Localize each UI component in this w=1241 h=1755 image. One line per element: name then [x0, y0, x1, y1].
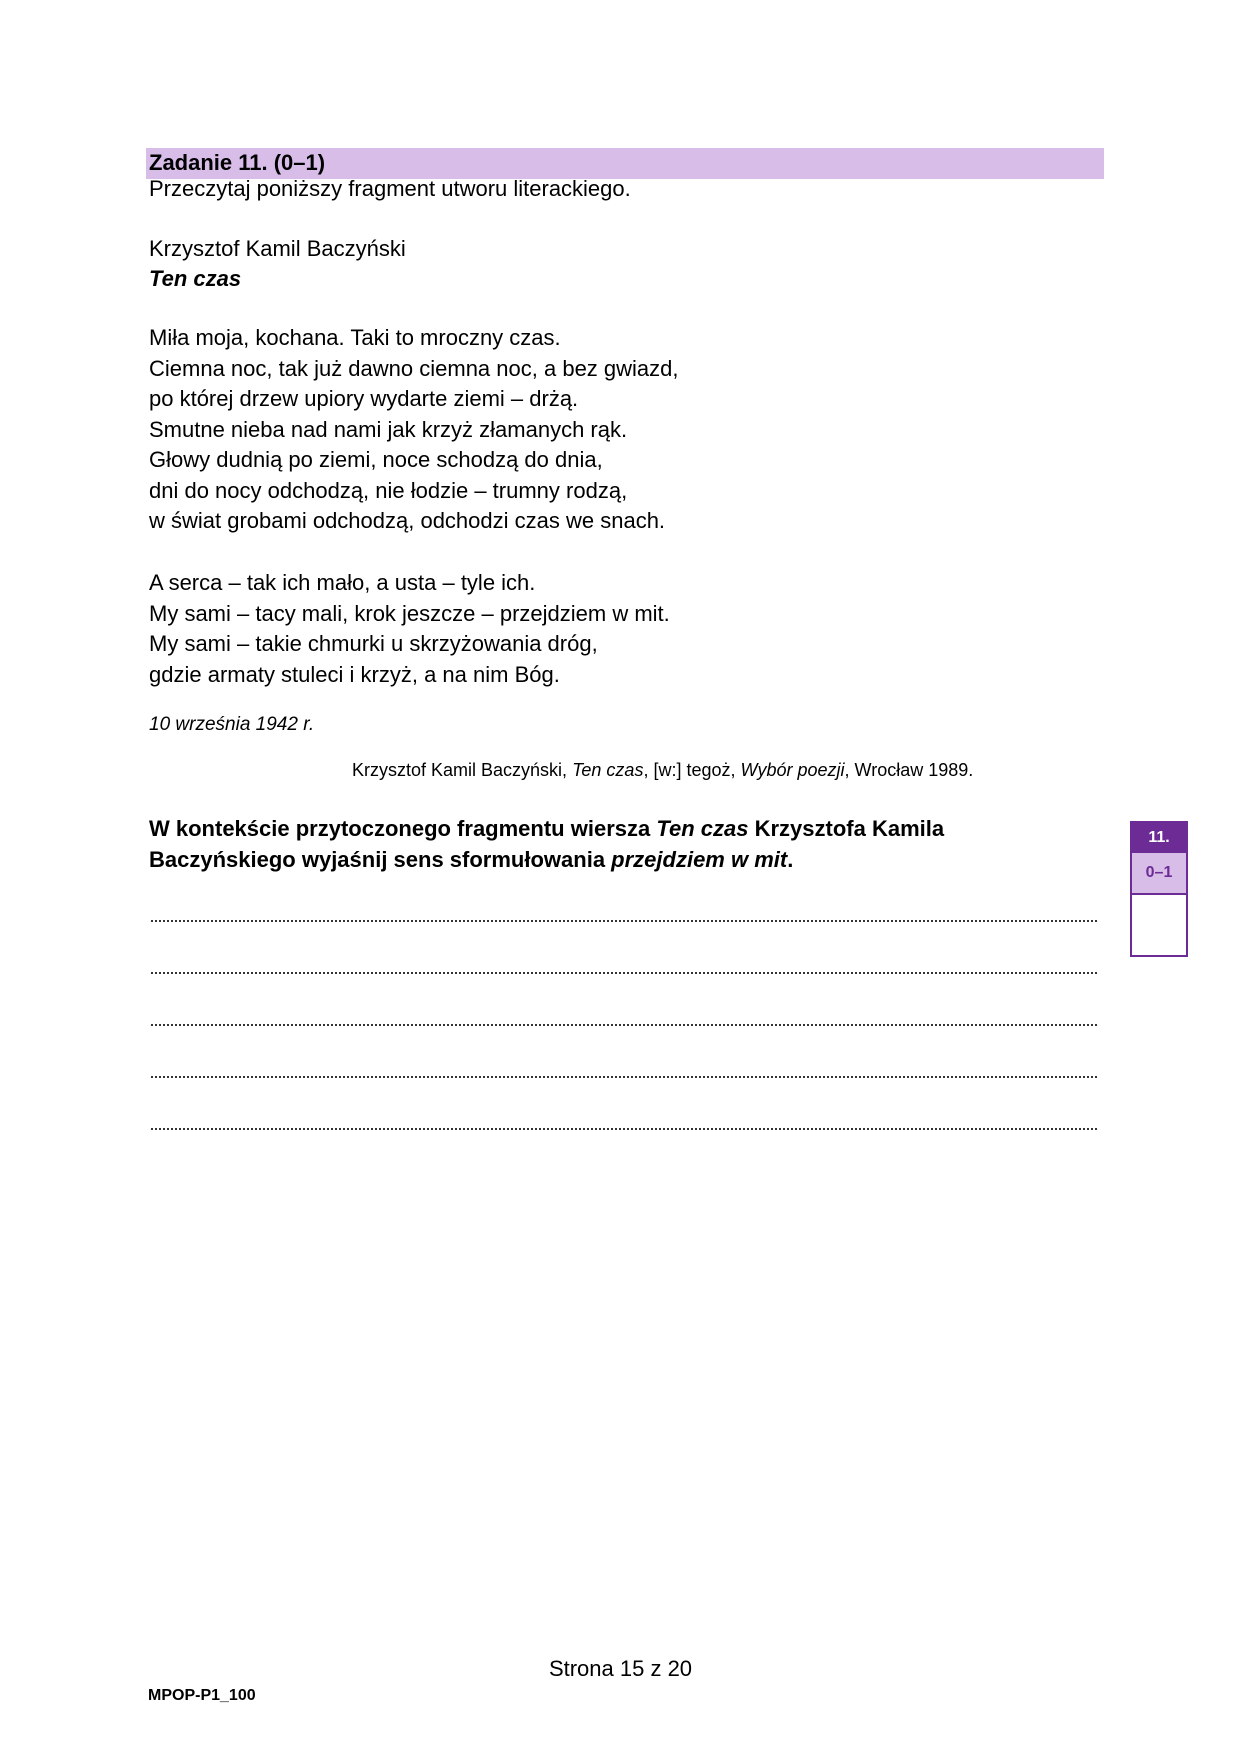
source-citation — [352, 760, 973, 781]
question-part: . — [787, 847, 794, 872]
poem-line: A serca – tak ich mało, a usta – tyle ich. — [149, 570, 536, 595]
poem-date: 10 września 1942 r. — [149, 714, 315, 735]
task-instruction: Przeczytaj poniższy fragment utworu literackiego. — [149, 176, 631, 201]
poem-line: Głowy dudnią po ziemi, noce schodzą do dnia, — [149, 447, 603, 472]
poem-line: po której drzew upiory wydarte ziemi – drżą. — [149, 386, 579, 411]
answer-line[interactable] — [151, 1076, 1097, 1078]
page-number: Strona 15 z 20 — [548, 1656, 693, 1681]
score-range: 0–1 — [1132, 853, 1186, 895]
question-text — [149, 813, 944, 875]
poem-stanza-1 — [149, 323, 679, 537]
answer-line[interactable] — [151, 1024, 1097, 1026]
question-part: Baczyńskiego wyjaśnij sens sformułowania — [149, 847, 612, 872]
poem-author: Krzysztof Kamil Baczyński — [149, 236, 406, 261]
poem-title: Ten czas — [149, 266, 242, 291]
answer-line[interactable] — [151, 920, 1097, 922]
task-header — [146, 148, 1104, 179]
answer-line[interactable] — [151, 972, 1097, 974]
poem-line: Miła moja, kochana. Taki to mroczny czas. — [149, 325, 561, 350]
document-code: MPOP-P1_100 — [148, 1687, 256, 1704]
poem-line: w świat grobami odchodzą, odchodzi czas we snach. — [149, 508, 666, 533]
poem-line: Ciemna noc, tak już dawno ciemna noc, a bez gwiazd, — [149, 355, 679, 381]
poem-stanza-2 — [149, 568, 670, 690]
poem-line: gdzie armaty stuleci i krzyż, a na nim Bóg. — [149, 661, 560, 687]
poem-line: dni do nocy odchodzą, nie łodzie – trumny rodzą, — [149, 477, 628, 503]
answer-line[interactable] — [151, 1128, 1097, 1130]
question-part: Krzysztofa Kamila — [748, 816, 945, 841]
source-author: Krzysztof Kamil Baczyński, — [352, 760, 573, 780]
source-middle: , [w:] tegoż, — [643, 760, 741, 780]
score-box — [1130, 821, 1188, 957]
score-field[interactable] — [1132, 895, 1186, 955]
poem-line: Smutne nieba nad nami jak krzyż złamanych rąk. — [149, 416, 628, 442]
source-title: Ten czas — [572, 760, 644, 780]
task-header-text: Zadanie 11. (0–1) — [149, 150, 326, 175]
question-part: W kontekście przytoczonego fragmentu wiersza — [149, 816, 657, 841]
question-title: Ten czas — [656, 816, 749, 841]
source-end: , Wrocław 1989. — [844, 760, 974, 780]
poem-line: My sami – takie chmurki u skrzyżowania dróg, — [149, 631, 598, 656]
question-phrase: przejdziem w mit — [611, 847, 788, 872]
source-book: Wybór poezji — [740, 760, 845, 780]
score-task-number: 11. — [1132, 823, 1186, 853]
poem-line: My sami – tacy mali, krok jeszcze – przejdziem w mit. — [149, 600, 670, 626]
